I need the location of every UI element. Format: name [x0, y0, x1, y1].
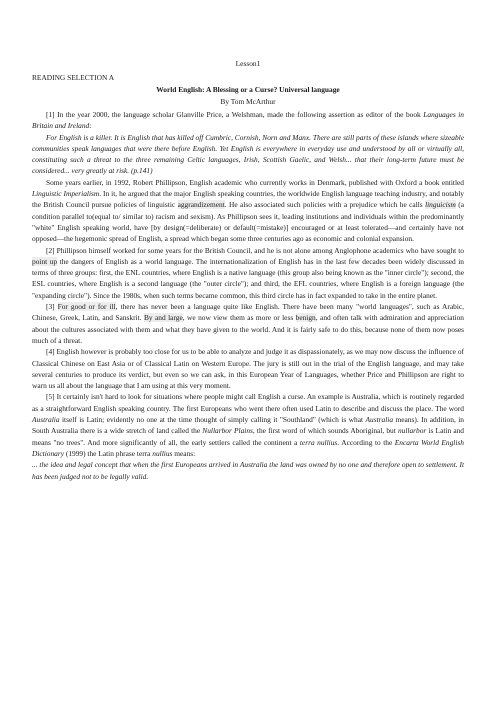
text: [5] It certainly isn't hard to look for situations where people might call English a curse. An example is Australia, which is routinely regarded as a straightforward English speaking country. The first Europeans who went there often used Latin to describe and discuss the place. The word: [32, 392, 464, 413]
highlighted-term: aggrandizement: [177, 200, 225, 210]
term: nullarbor: [397, 426, 427, 436]
highlighted-term: benign: [295, 313, 316, 323]
article-body: [32, 109, 464, 482]
text: , and often talk with admiration and appreciation about the cultures associated with them and what they have given to the world. And it is fairly safe to do this, because none of them now poses much of a threat.: [32, 313, 464, 345]
block-quote-1: For English is a killer. It is English that has killed off Cumbric, Cornish, Norn and Manx. There are still parts of these islands where sizeable communities speak languages that were there before English. Yet English is everywhere in everyday use and understood by all or virtually all, constituting such a threat to the three remaining Celtic languages, Irish, Scottish Gaelic, and Welsh... that their long-term future must be considered... very greatly at risk. (p.141): [32, 132, 464, 176]
text: [2] Phillipson himself worked for some years for the British Council, and he is not alone among Anglophone academics who have sought to: [46, 245, 464, 255]
text: , we now view them as more or less: [182, 313, 296, 323]
text: [1] In the year 2000, the language scholar Glanville Price, a Welshman, made the following assertion as editor of the book: [46, 110, 424, 119]
paragraph-5: [32, 391, 464, 459]
text: is Latin and means "no trees". And more significantly of all, the early settlers called the continent a: [32, 426, 464, 447]
text: . He also associated such policies with a prejudice which he calls: [224, 200, 426, 210]
block-quote-2: ... the idea and legal concept that when the first Europeans arrived in Australia the land was owned by no one and therefore open to settlement. It has been judged not to be legally valid.: [32, 460, 464, 481]
paragraph-1: [32, 109, 464, 132]
text: . According to the: [337, 437, 395, 447]
text: , the first word of which sounds Aboriginal, but: [252, 426, 398, 436]
paragraph-1b: [32, 177, 464, 245]
book-title: Languages in Britain and Ireland: [32, 110, 464, 131]
highlighted-term: point up: [32, 256, 58, 266]
dictionary-title: Encarta World English Dictionary: [32, 437, 464, 458]
text: means:: [172, 448, 196, 458]
text: (a condition parallel to(equal to/ similar to) racism and sexism). As Phillipson sees it, leading institutions and individuals within the predominantly "white" English speaking world, have [by design(=deliberate) or default(=mistake)] encouraged or at least tolerated—and certainly have not opposed—the hegemonic spread of English, a spread which began some three centuries ago as economic and colonial expansion.: [32, 200, 464, 244]
highlighted-term: For good or for ill: [57, 302, 116, 312]
text: , there has never been a language quite like English. There have been many "world languages", such as Arabic, Chinese, Greek, Latin, and Sanskrit.: [32, 302, 465, 323]
text: means). In addition, in South Australia there is a wide stretch of land called the: [32, 415, 464, 436]
term: terra nullius: [299, 437, 338, 447]
text: . In it, he argued that the major English speaking countries, the worldwide English language teaching industry, and notably the British Council pursue policies of linguistic: [32, 189, 464, 210]
section-heading: READING SELECTION A: [32, 73, 115, 82]
lesson-heading: Lesson1: [235, 59, 261, 68]
paragraph-4: [4] English however is probably too close for us to be able to analyze and judge it as dispassionately, as we may now discuss the influence of Classical Chinese on East Asia or of Classical Latin on Western Europe. The jury is still out in the trial of the English language, and may take several centuries to produce its verdict, but even so we can ask, in this European Year of Languages, whether Price and Phillipson are right to warn us all about the language that I am using at this very moment.: [32, 347, 464, 391]
paragraph-3: [32, 301, 464, 346]
article-title: World English: A Blessing or a Curse? Universal language: [156, 85, 340, 94]
text: (1999) the Latin phrase terra: [64, 448, 153, 458]
paragraph-2: [32, 245, 464, 301]
text: Some years earlier, in 1992, Robert Phillipson, English academic who currently works in Denmark, published with Oxford a book entitled: [46, 177, 464, 187]
term: Australia: [32, 415, 60, 425]
text: [3]: [46, 302, 58, 312]
highlighted-term: linguicism: [425, 200, 456, 210]
text: the dangers of English as a world language. The internationalization of English has in the last few decades been widely discussed in terms of three groups: first, the ENL countries, where English is a native language (this group also being known as the "inner circle"); second, the ESL countries, where English is a second language (the "outer circle"); and third, the EFL countries, where English is a foreign language (the "expanding circle"). Since the 1980s, when such terms became common, this third circle has in fact expanded to take in the entire planet.: [32, 256, 464, 300]
text: :: [89, 121, 92, 131]
book-title: Linguistic Imperialism: [32, 189, 100, 199]
term: nullius: [152, 448, 173, 458]
term: Nullarbor Plains: [202, 426, 253, 436]
article-author: By Tom McArthur: [220, 97, 276, 106]
highlighted-term: By and large: [143, 313, 183, 323]
text: itself is Latin; evidently no one at the time thought of simply calling it "Southland" (which is what: [59, 415, 366, 425]
term: Australia: [365, 415, 394, 425]
